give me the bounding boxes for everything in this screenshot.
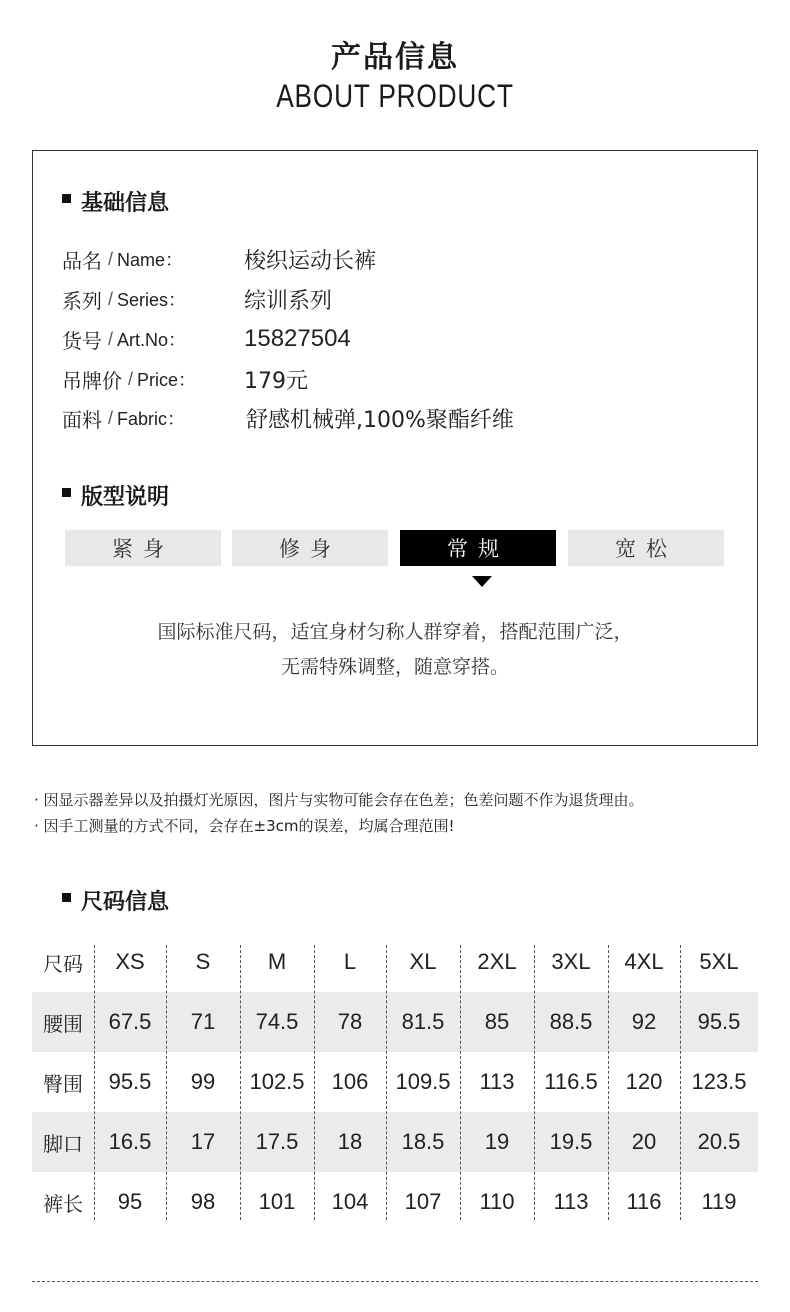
column-divider — [240, 945, 241, 1220]
size-cell: 109.5 — [395, 1069, 451, 1094]
size-row-label: 脚口 — [43, 1131, 83, 1156]
size-header-row — [32, 932, 758, 992]
info-value: 179元 — [244, 368, 308, 394]
size-cell: 92 — [631, 1009, 657, 1034]
info-row-fabric — [62, 403, 514, 433]
size-cell: 95 — [117, 1189, 143, 1214]
size-row-waist — [32, 992, 758, 1052]
size-header-cell: XS — [115, 949, 145, 974]
square-bullet-icon — [62, 488, 71, 497]
column-divider — [608, 945, 609, 1220]
size-row-length — [32, 1172, 758, 1232]
column-divider — [534, 945, 535, 1220]
info-label-en: Art.No： — [117, 330, 187, 350]
size-cell: 71 — [190, 1009, 216, 1034]
size-cell: 67.5 — [108, 1009, 152, 1034]
size-header-cell: 3XL — [551, 949, 591, 974]
info-row-name — [62, 244, 377, 274]
size-table — [32, 932, 758, 1232]
info-label-cn: 品名 — [62, 248, 102, 273]
column-divider — [680, 945, 681, 1220]
info-label-separator: / — [108, 248, 114, 269]
size-cell: 95.5 — [108, 1069, 152, 1094]
size-cell: 119 — [701, 1189, 737, 1214]
info-label-cn: 系列 — [62, 288, 102, 313]
basic-info-heading — [62, 186, 169, 217]
fit-description-line1: 国际标准尺码，适宜身材匀称人群穿着，搭配范围广泛， — [157, 621, 633, 643]
info-label-separator: / — [128, 368, 134, 389]
size-header-cell: M — [267, 949, 287, 974]
size-cell: 123.5 — [691, 1069, 747, 1094]
size-row-label: 裤长 — [43, 1191, 83, 1216]
info-label-en: Series： — [117, 290, 187, 310]
info-label-en: Fabric： — [117, 409, 186, 429]
size-cell: 110 — [479, 1189, 515, 1214]
size-cell: 116 — [626, 1189, 662, 1214]
info-value: 综训系列 — [244, 288, 333, 314]
size-row-hip — [32, 1052, 758, 1112]
page-title-en: ABOUT PRODUCT — [276, 78, 514, 114]
size-header-cell: 2XL — [477, 949, 517, 974]
size-cell: 17 — [190, 1129, 216, 1154]
page-title-cn: 产品信息 — [331, 40, 459, 75]
size-header-cell: S — [195, 949, 211, 974]
size-cell: 85 — [484, 1009, 510, 1034]
info-label-cn: 货号 — [62, 328, 102, 353]
size-heading — [62, 885, 169, 916]
size-cell: 98 — [190, 1189, 216, 1214]
basic-info-heading-text: 基础信息 — [81, 191, 170, 216]
column-divider — [314, 945, 315, 1220]
column-divider — [94, 945, 95, 1220]
size-heading-text: 尺码信息 — [81, 890, 170, 915]
size-header-cell: 尺码 — [43, 951, 83, 976]
fit-tab-regular[interactable]: 常规 — [400, 530, 556, 566]
size-cell: 18 — [337, 1129, 363, 1154]
size-cell: 88.5 — [549, 1009, 593, 1034]
size-cell: 104 — [331, 1189, 369, 1214]
size-cell: 19.5 — [549, 1129, 593, 1154]
fit-tab-tight[interactable]: 紧身 — [65, 530, 221, 566]
info-label-separator: / — [108, 288, 114, 309]
size-cell: 113 — [479, 1069, 515, 1094]
size-row-label: 腰围 — [43, 1011, 83, 1036]
square-bullet-icon — [62, 893, 71, 902]
size-cell: 17.5 — [255, 1129, 299, 1154]
disclaimer-note-measure: · 因手工测量的方式不同，会存在±3cm的误差，均属合理范围! — [34, 817, 455, 835]
column-divider — [166, 945, 167, 1220]
column-divider — [386, 945, 387, 1220]
info-label-cn: 面料 — [62, 407, 102, 432]
size-cell: 78 — [337, 1009, 363, 1034]
size-cell: 19 — [484, 1129, 510, 1154]
bottom-divider — [32, 1281, 758, 1282]
size-header-cell: 5XL — [699, 949, 739, 974]
size-row-label: 臀围 — [43, 1071, 83, 1096]
size-cell: 95.5 — [697, 1009, 741, 1034]
info-label-cn: 吊牌价 — [62, 368, 122, 393]
square-bullet-icon — [62, 194, 71, 203]
selected-arrow-icon — [472, 576, 492, 587]
disclaimer-note-color: · 因显示器差异以及拍摄灯光原因，图片与实物可能会存在色差；色差问题不作为退货理由。 — [34, 791, 644, 809]
size-row-hem — [32, 1112, 758, 1172]
size-cell: 81.5 — [401, 1009, 445, 1034]
size-cell: 102.5 — [249, 1069, 305, 1094]
size-cell: 120 — [625, 1069, 663, 1094]
fit-description-line2: 无需特殊调整，随意穿搭。 — [280, 656, 509, 678]
size-cell: 101 — [258, 1189, 296, 1214]
size-cell: 113 — [553, 1189, 589, 1214]
size-cell: 16.5 — [108, 1129, 152, 1154]
info-value: 舒感机械弹,100%聚酯纤维 — [246, 407, 514, 433]
info-label-en: Name： — [117, 250, 184, 270]
size-cell: 20.5 — [697, 1129, 741, 1154]
size-cell: 99 — [190, 1069, 216, 1094]
size-cell: 107 — [404, 1189, 442, 1214]
info-value: 15827504 — [244, 325, 351, 352]
fit-tab-slim[interactable]: 修身 — [232, 530, 388, 566]
fit-heading — [62, 480, 169, 511]
info-label-separator: / — [108, 407, 114, 428]
column-divider — [460, 945, 461, 1220]
size-header-cell: L — [343, 949, 357, 974]
size-cell: 106 — [331, 1069, 369, 1094]
info-row-art-no — [62, 324, 351, 354]
fit-heading-text: 版型说明 — [81, 485, 170, 510]
info-row-series — [62, 284, 333, 314]
size-cell: 74.5 — [255, 1009, 299, 1034]
info-label-en: Price： — [137, 370, 197, 390]
size-cell: 116.5 — [544, 1069, 598, 1094]
size-header-cell: 4XL — [624, 949, 664, 974]
size-cell: 20 — [631, 1129, 657, 1154]
size-cell: 18.5 — [401, 1129, 445, 1154]
fit-tab-loose[interactable]: 宽松 — [568, 530, 724, 566]
size-header-cell: XL — [409, 949, 437, 974]
info-label-separator: / — [108, 328, 114, 349]
info-row-price — [62, 364, 308, 394]
info-value: 梭织运动长裤 — [244, 248, 377, 274]
